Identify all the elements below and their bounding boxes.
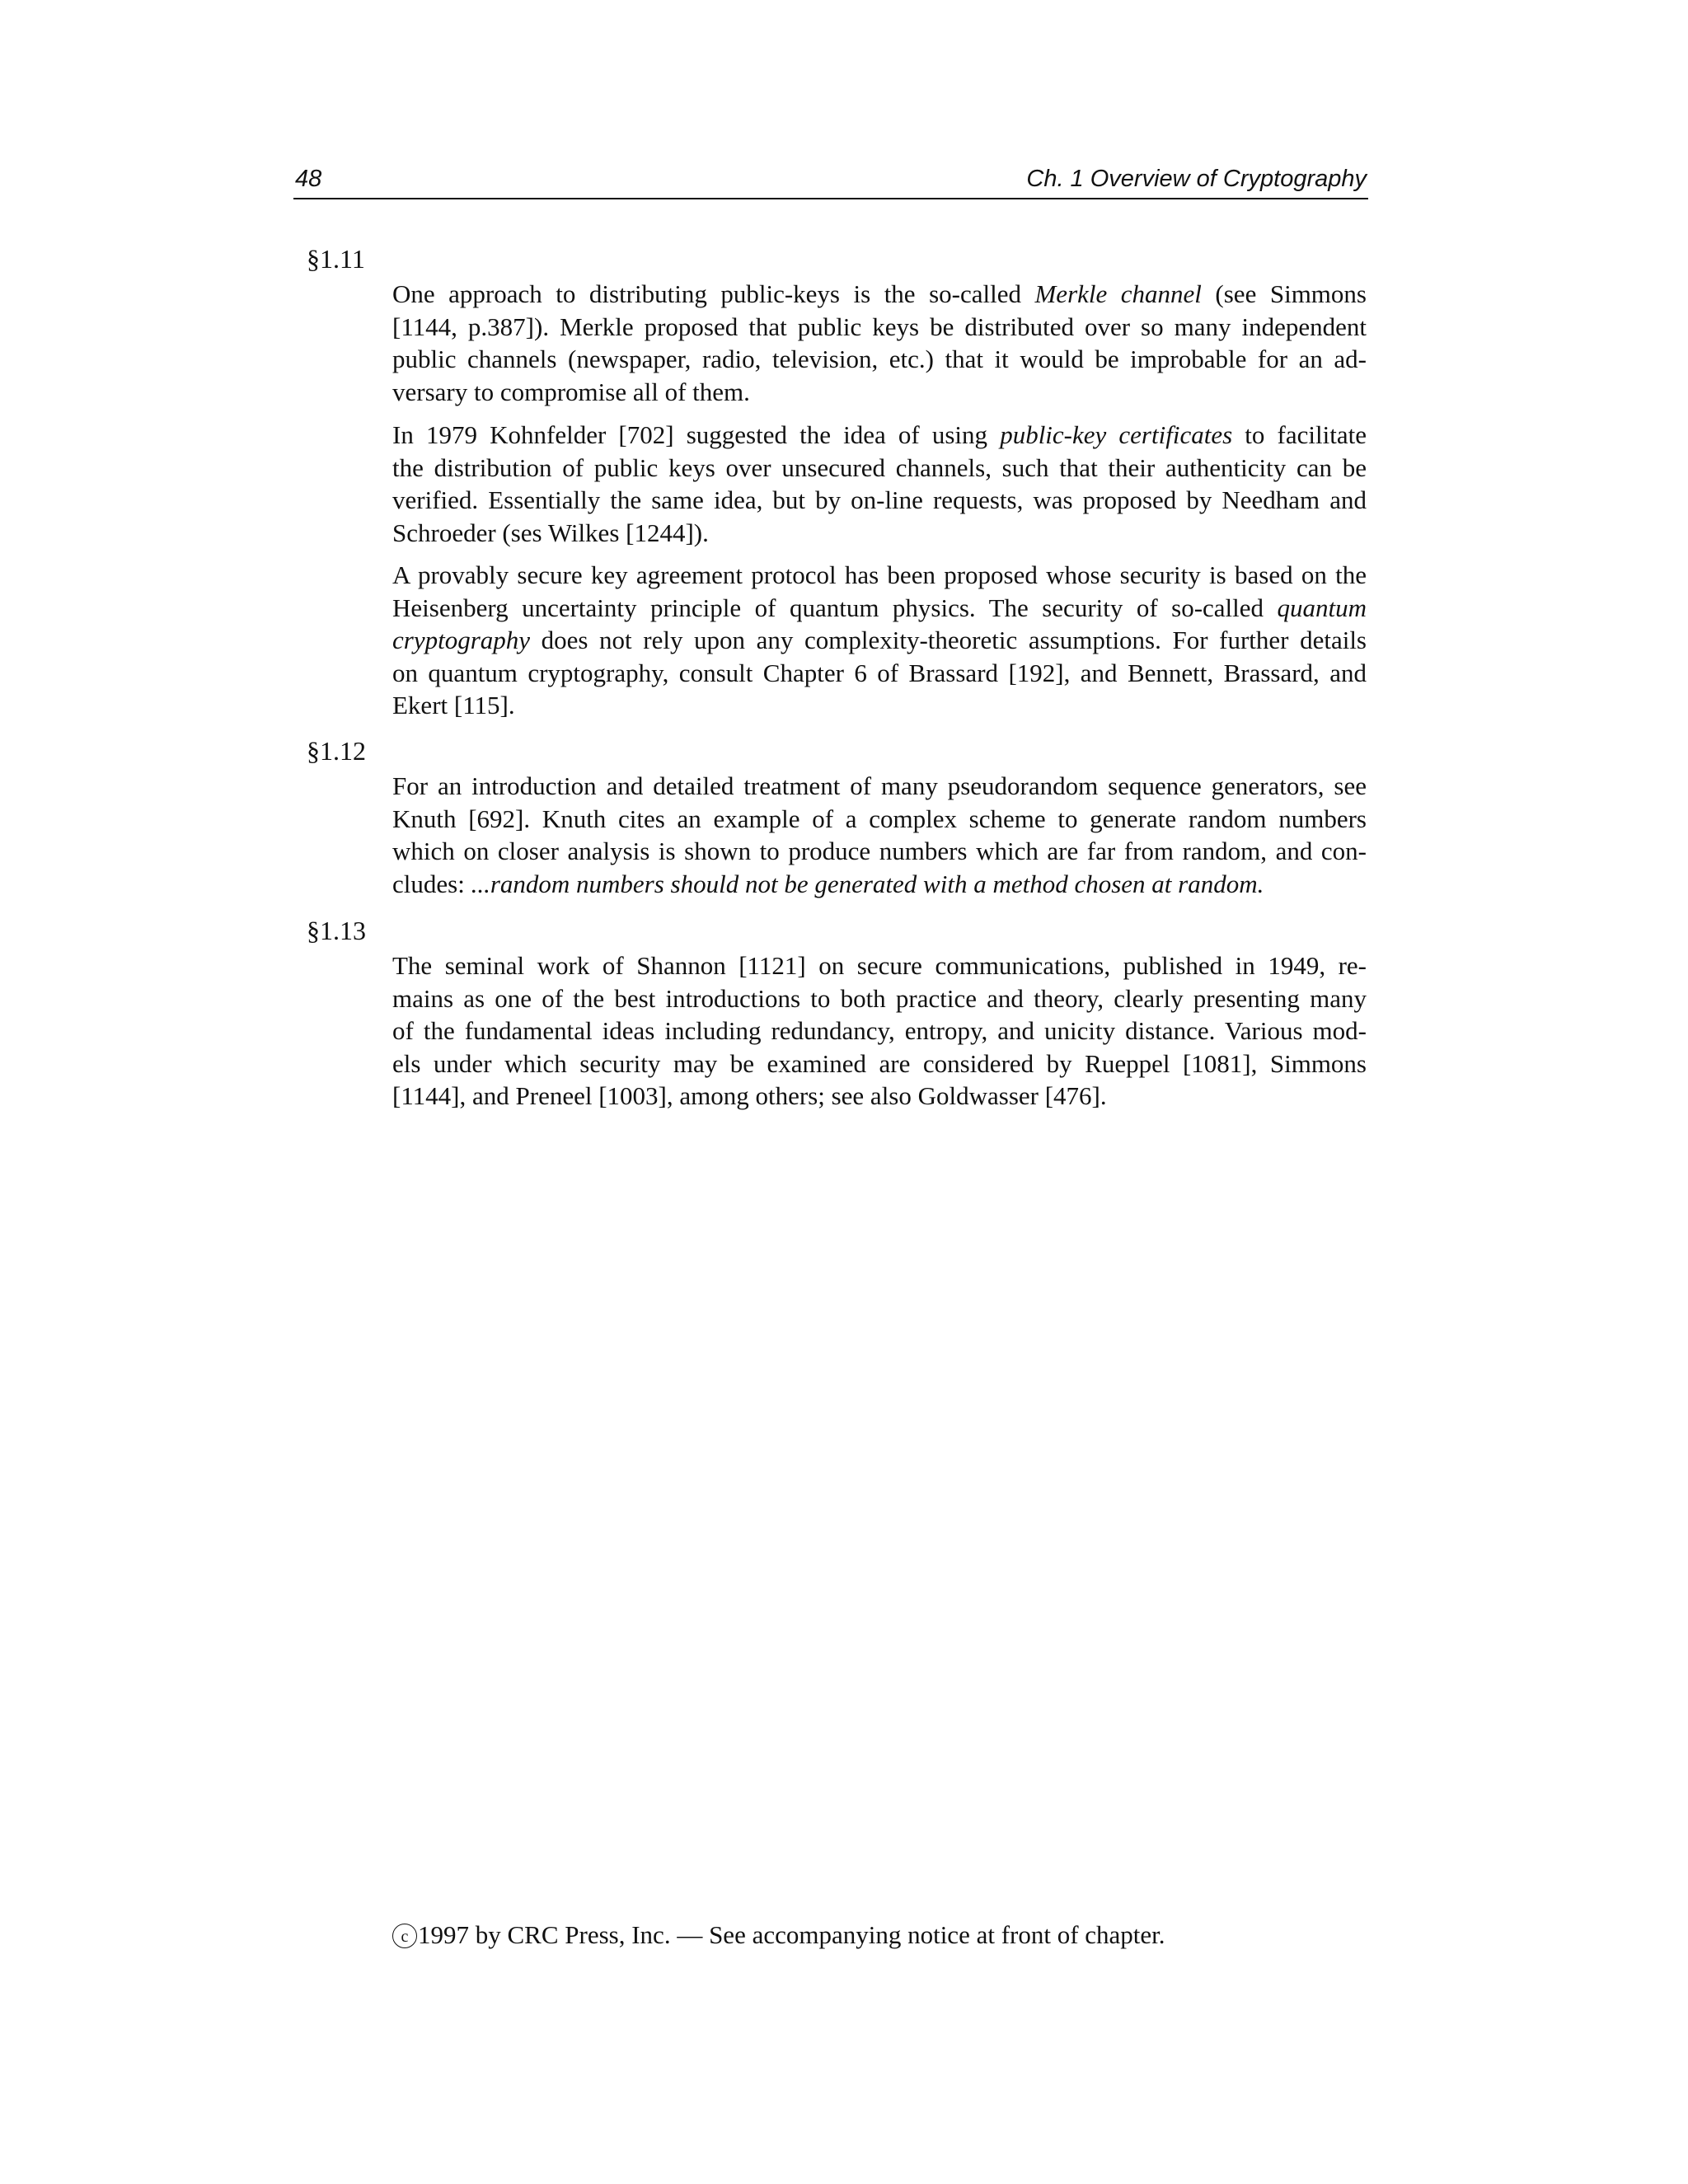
text-line xyxy=(392,868,1367,901)
emphasis-text: public-key certificates xyxy=(1000,420,1233,449)
text-line xyxy=(392,1047,1367,1080)
text-run: (see Simmons xyxy=(1201,279,1367,308)
text-line xyxy=(392,517,1367,550)
text-line xyxy=(392,592,1367,625)
emphasis-text: ...random numbers should not be generated with a method chosen at random. xyxy=(471,869,1264,898)
text-run: on quantum cryptography, consult Chapter 6 of Brassard [192], and Bennett, Brassard, and xyxy=(392,658,1367,687)
text-run: One approach to distributing public-keys is the so-called xyxy=(392,279,1035,308)
text-line xyxy=(392,559,1367,592)
text-line xyxy=(392,452,1367,485)
text-line xyxy=(392,311,1367,344)
page-number: 48 xyxy=(295,166,322,192)
text-line xyxy=(392,1080,1367,1113)
text-line xyxy=(392,624,1367,657)
text-run: does not rely upon any complexity-theoretic assumptions. For further details xyxy=(530,626,1367,654)
text-run: versary to compromise all of them. xyxy=(392,377,750,406)
section-label: §1.11 xyxy=(307,244,365,274)
text-run: Schroeder (ses Wilkes [1244]). xyxy=(392,518,709,547)
text-line xyxy=(392,803,1367,836)
copyright-icon: c xyxy=(392,1924,417,1948)
text-run: For an introduction and detailed treatment of many pseudorandom sequence generators, see xyxy=(392,771,1367,800)
emphasis-text: cryptography xyxy=(392,626,531,654)
text-run: [1144], and Preneel [1003], among others; see also Goldwasser [476]. xyxy=(392,1081,1107,1110)
text-line xyxy=(392,982,1367,1015)
paragraph xyxy=(392,949,1367,1113)
paragraph xyxy=(392,419,1367,549)
text-run: Ekert [115]. xyxy=(392,691,515,719)
text-run: verified. Essentially the same idea, but by on-line requests, was proposed by Needham and xyxy=(392,485,1367,514)
text-run: cludes: xyxy=(392,869,471,898)
copyright-footer xyxy=(392,1920,1165,1950)
text-run: Heisenberg uncertainty principle of quantum physics. The security of so-called xyxy=(392,593,1278,622)
text-run: to facilitate xyxy=(1232,420,1367,449)
paragraph xyxy=(392,278,1367,408)
text-run: mains as one of the best introductions to both practice and theory, clearly presenting many xyxy=(392,983,1367,1013)
text-line xyxy=(392,278,1367,311)
text-line xyxy=(392,949,1367,982)
section-label: §1.12 xyxy=(307,736,366,766)
text-run: the distribution of public keys over unsecured channels, such that their authenticity can be xyxy=(392,452,1367,482)
text-run: A provably secure key agreement protocol has been proposed whose security is based on the xyxy=(392,560,1367,589)
text-run: Knuth [692]. Knuth cites an example of a complex scheme to generate random numbers xyxy=(392,804,1367,833)
running-header xyxy=(293,158,1368,199)
emphasis-text: Merkle channel xyxy=(1034,279,1202,308)
paragraph xyxy=(392,559,1367,722)
section-label: §1.13 xyxy=(307,916,366,945)
text-line xyxy=(392,419,1367,452)
text-run: In 1979 Kohnfelder [702] suggested the idea of using xyxy=(392,420,1001,449)
text-line xyxy=(392,343,1367,376)
copyright-text: 1997 by CRC Press, Inc. — See accompanying notice at front of chapter. xyxy=(418,1920,1165,1949)
text-run: public channels (newspaper, radio, television, etc.) that it would be improbable for an ad- xyxy=(392,344,1367,373)
paragraph xyxy=(392,770,1367,900)
text-run: which on closer analysis is shown to produce numbers which are far from random, and con- xyxy=(392,837,1367,865)
text-line xyxy=(392,376,1367,409)
text-run: The seminal work of Shannon [1121] on secure communications, published in 1949, re- xyxy=(392,951,1367,980)
text-line xyxy=(392,835,1367,868)
text-run: [1144, p.387]). Merkle proposed that public keys be distributed over so many independent xyxy=(392,312,1367,341)
text-line xyxy=(392,770,1367,803)
emphasis-text: quantum xyxy=(1277,593,1367,622)
text-line xyxy=(392,657,1367,690)
text-line xyxy=(392,1015,1367,1047)
text-run: of the fundamental ideas including redundancy, entropy, and unicity distance. Various mod- xyxy=(392,1016,1367,1045)
text-run: els under which security may be examined are considered by Rueppel [1081], Simmons xyxy=(392,1048,1367,1078)
text-line xyxy=(392,484,1367,517)
text-line xyxy=(392,689,1367,722)
chapter-running-head: Ch. 1 Overview of Cryptography xyxy=(1026,166,1367,192)
